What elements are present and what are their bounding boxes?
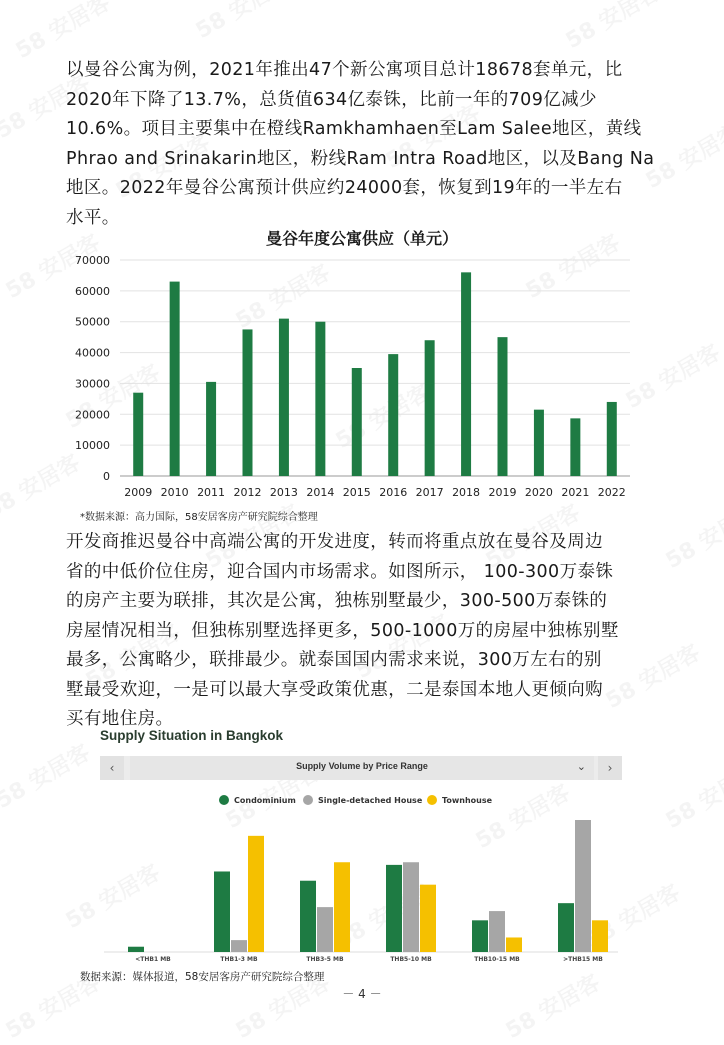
y-tick-label: 20000 <box>75 408 110 422</box>
bar <box>386 865 402 952</box>
chart-title: 曼谷年度公寓供应（单元） <box>265 229 458 248</box>
watermark-text <box>499 966 605 1045</box>
x-tick-label: 2019 <box>488 486 517 499</box>
bar <box>403 862 419 952</box>
y-tick-label: 30000 <box>75 377 110 391</box>
page-number: － 4 － <box>342 987 382 1001</box>
paragraph-line: 开发商推迟曼谷中高端公寓的开发进度，转而将重点放在曼谷及周边 <box>66 532 603 552</box>
x-tick-label: THB3-5 MB <box>306 956 344 963</box>
x-tick-label: THB1-3 MB <box>220 956 258 963</box>
legend-marker <box>303 795 313 805</box>
bar <box>243 329 253 476</box>
bar <box>592 920 608 952</box>
bar <box>206 382 216 476</box>
paragraph-line: 最多，公寓略少，联排最少。就泰国国内需求来说，300万左右的别 <box>66 650 602 670</box>
paragraph-line: 以曼谷公寓为例，2021年推出47个新公寓项目总计18678套单元，比 <box>66 60 623 80</box>
chevron-left-icon[interactable]: ‹ <box>100 756 124 780</box>
paragraph-line: 房屋情况相当，但独栋别墅选择更多，500-1000万的房屋中独栋别墅 <box>66 620 619 641</box>
bar <box>317 907 333 952</box>
bar <box>248 836 264 952</box>
y-tick-label: 70000 <box>75 254 110 267</box>
chart-source-note: *数据来源：高力国际，58安居客房产研究院综合整理 <box>80 512 318 523</box>
bar <box>498 337 508 476</box>
bar <box>231 940 247 952</box>
watermark-text <box>659 496 724 575</box>
x-tick-label: 2015 <box>342 486 371 499</box>
watermark-text <box>0 736 95 815</box>
x-tick-label: 2016 <box>379 486 408 499</box>
bar <box>461 272 471 476</box>
paragraph-line: 10.6%。项目主要集中在橙线Ramkhamhaen至Lam Salee地区，黄线 <box>66 119 642 139</box>
bar <box>420 885 436 952</box>
x-tick-label: >THB15 MB <box>563 956 603 963</box>
watermark-text <box>659 756 724 835</box>
watermark-text <box>189 0 295 45</box>
chart-source-note-2: 数据来源：媒体报道，58安居客房产研究院综合整理 <box>80 971 325 983</box>
bar <box>425 340 435 476</box>
paragraph-line: 2020年下降了13.7%，总货值634亿泰铢，比前一年的709亿减少 <box>66 89 597 110</box>
bar <box>334 862 350 952</box>
y-tick-label: 40000 <box>75 346 110 360</box>
watermark-text <box>559 0 665 55</box>
x-tick-label: 2009 <box>124 486 153 499</box>
bar <box>489 911 505 952</box>
annual-condo-supply-chart <box>60 248 640 500</box>
paragraph-line: 水平。 <box>66 207 120 228</box>
bar <box>170 282 180 476</box>
chart-selector-bar <box>100 756 622 780</box>
y-tick-label: 0 <box>103 470 110 483</box>
paragraph-line: 省的中低价位住房，迎合国内市场需求。如图所示， 100-300万泰铢 <box>66 561 614 582</box>
bar <box>472 920 488 952</box>
x-tick-label: 2011 <box>197 486 226 499</box>
x-tick-label: 2018 <box>452 486 481 499</box>
x-tick-label: 2014 <box>306 486 335 499</box>
panel-title: Supply Situation in Bangkok <box>100 728 284 743</box>
legend-label: Townhouse <box>442 796 493 805</box>
bar <box>558 903 574 952</box>
x-tick-label: 2012 <box>233 486 262 499</box>
x-tick-label: 2013 <box>269 486 298 499</box>
paragraph-line: 地区。2022年曼谷公寓预计供应约24000套，恢复到19年的一半左右 <box>66 178 623 198</box>
bar <box>133 393 143 476</box>
bar <box>534 410 544 476</box>
paragraph-line: Phrao and Srinakarin地区，粉线Ram Intra Road地区，以及Bang Na <box>66 148 655 169</box>
legend-label: Single-detached House <box>318 796 423 805</box>
bar <box>315 322 325 476</box>
supply-by-price-range-chart <box>100 786 622 966</box>
paragraph-1 <box>66 56 666 233</box>
bar <box>214 871 230 952</box>
x-tick-label: THB10-15 MB <box>474 956 520 963</box>
dropdown-selected-value: Supply Volume by Price Range <box>296 761 428 771</box>
y-tick-label: 10000 <box>75 439 110 453</box>
x-tick-label: THB5-10 MB <box>390 956 432 963</box>
x-tick-label: 2022 <box>597 486 626 499</box>
x-tick-label: 2020 <box>524 486 553 499</box>
y-tick-label: 60000 <box>75 284 110 298</box>
bar <box>388 354 398 476</box>
bar <box>575 820 591 952</box>
legend-label: Condominium <box>234 796 296 805</box>
bar <box>279 319 289 476</box>
bar <box>570 418 580 476</box>
bar <box>607 402 617 476</box>
legend-marker <box>427 795 437 805</box>
bar <box>352 368 362 476</box>
x-tick-label: 2021 <box>561 486 590 499</box>
x-tick-label: 2017 <box>415 486 444 499</box>
y-tick-label: 50000 <box>75 315 110 329</box>
x-tick-label: <THB1 MB <box>135 956 171 963</box>
paragraph-line: 墅最受欢迎，一是可以最大享受政策优惠，二是泰国本地人更倾向购 <box>66 679 603 700</box>
paragraph-line: 买有地住房。 <box>66 709 174 729</box>
bar <box>128 947 144 952</box>
price-range-dropdown[interactable] <box>130 756 594 780</box>
paragraph-2 <box>66 528 666 735</box>
x-tick-label: 2010 <box>160 486 189 499</box>
bar <box>506 937 522 952</box>
legend-marker <box>219 795 229 805</box>
chevron-right-icon[interactable]: › <box>598 756 622 780</box>
chevron-down-icon: ⌄ <box>576 760 586 773</box>
paragraph-line: 的房产主要为联排，其次是公寓，独栋别墅最少，300-500万泰铢的 <box>66 591 608 611</box>
bar <box>300 881 316 952</box>
